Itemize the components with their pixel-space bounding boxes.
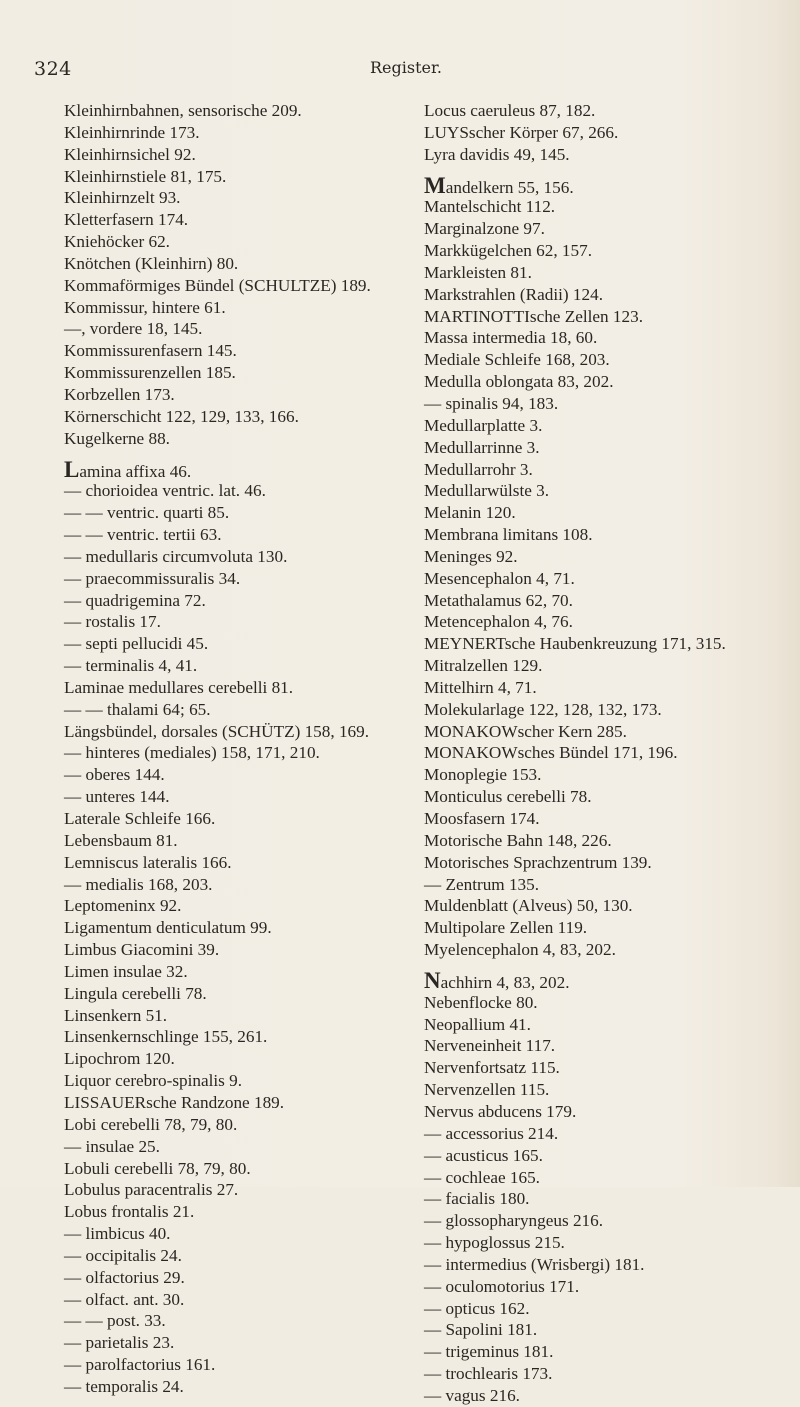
index-entry: — cochleae 165. xyxy=(424,1167,540,1187)
index-entry: — — post. 33. xyxy=(64,1311,166,1331)
index-entry: Medullarplatte 3. xyxy=(424,415,543,435)
index-entry: Mantelschicht 112. xyxy=(424,197,556,217)
index-entry: Kugelkerne 88. xyxy=(64,428,170,448)
index-entry: — olfactorius 29. xyxy=(64,1267,185,1287)
index-entry: Nervenfortsatz 115. xyxy=(424,1058,560,1078)
index-entry: — glossopharyngeus 216. xyxy=(424,1211,604,1231)
index-entry: Nerveneinheit 117. xyxy=(424,1036,556,1056)
index-entry: Mandelkern 55, 156. xyxy=(424,172,574,198)
index-entry: — spinalis 94, 183. xyxy=(424,393,559,413)
index-entry: Kleinhirnrinde 173. xyxy=(64,122,200,142)
index-entry: — — ventric. quarti 85. xyxy=(64,503,230,523)
index-entry: Medullarrohr 3. xyxy=(424,459,533,479)
index-entry: Meninges 92. xyxy=(424,546,518,566)
index-entry: Längsbündel, dorsales (SCHÜTZ) 158, 169. xyxy=(64,721,370,741)
index-entry: Linsenkern 51. xyxy=(64,1005,168,1025)
index-entry: Molekularlage 122, 128, 132, 173. xyxy=(424,699,662,719)
index-entry: Neopallium 41. xyxy=(424,1014,531,1034)
index-entry: Knötchen (Kleinhirn) 80. xyxy=(64,253,239,273)
index-entry: Metathalamus 62, 70. xyxy=(424,590,573,610)
index-entry: — — thalami 64; 65. xyxy=(64,699,211,719)
index-entry: Limen insulae 32. xyxy=(64,961,188,981)
index-entry: — parietalis 23. xyxy=(64,1333,175,1353)
index-entry: Nachhirn 4, 83, 202. xyxy=(424,967,570,993)
index-entry: Lebensbaum 81. xyxy=(64,830,178,850)
index-column-left xyxy=(64,100,371,1398)
index-entry: — occipitalis 24. xyxy=(64,1245,182,1265)
index-entry: — trochlearis 173. xyxy=(424,1364,553,1384)
index-entry: Kleinhirnzelt 93. xyxy=(64,188,181,208)
index-entry: — olfact. ant. 30. xyxy=(64,1289,185,1309)
index-entry: Lobulus paracentralis 27. xyxy=(64,1180,239,1200)
index-entry: — — ventric. tertii 63. xyxy=(64,525,222,545)
index-entry: Lamina affixa 46. xyxy=(64,456,192,482)
index-entry: Myelencephalon 4, 83, 202. xyxy=(424,940,616,960)
index-entry: Laterale Schleife 166. xyxy=(64,809,216,828)
index-entry: LISSAUERsche Randzone 189. xyxy=(64,1092,285,1112)
index-entry: Körnerschicht 122, 129, 133, 166. xyxy=(64,406,299,426)
index-entry: Monoplegie 153. xyxy=(424,765,542,785)
page-number: 324 xyxy=(34,58,72,80)
index-entry: Lipochrom 120. xyxy=(64,1049,175,1069)
index-entry: — opticus 162. xyxy=(424,1298,530,1318)
index-entry: — Zentrum 135. xyxy=(424,874,540,894)
index-entry: Kleinhirnbahnen, sensorische 209. xyxy=(64,101,302,120)
index-entry: MONAKOWsches Bündel 171, 196. xyxy=(424,743,678,763)
index-entry: Metencephalon 4, 76. xyxy=(424,612,573,632)
index-entry: Multipolare Zellen 119. xyxy=(424,918,588,938)
index-entry: — oculomotorius 171. xyxy=(424,1276,580,1296)
index-entry: Lobuli cerebelli 78, 79, 80. xyxy=(64,1158,251,1178)
index-entry: Kleinhirnstiele 81, 175. xyxy=(64,166,227,186)
index-entry: — vagus 216. xyxy=(424,1385,520,1405)
index-entry: Medullarwülste 3. xyxy=(424,481,550,501)
index-entry: Laminae medullares cerebelli 81. xyxy=(64,677,294,697)
index-entry: — medullaris circumvoluta 130. xyxy=(64,546,288,566)
index-entry: Nervenzellen 115. xyxy=(424,1080,550,1100)
index-entry: — medialis 168, 203. xyxy=(64,874,213,894)
index-entry: — unteres 144. xyxy=(64,787,170,807)
index-entry: Mesencephalon 4, 71. xyxy=(424,568,575,588)
index-entry: — chorioidea ventric. lat. 46. xyxy=(64,481,266,501)
index-entry: Korbzellen 173. xyxy=(64,384,175,404)
index-entry: Lemniscus lateralis 166. xyxy=(64,852,232,872)
index-entry: Kommaförmiges Bündel (SCHULTZE) 189. xyxy=(64,275,371,295)
index-entry: Kleinhirnsichel 92. xyxy=(64,144,196,164)
index-entry: — acusticus 165. xyxy=(424,1145,543,1165)
index-entry: — accessorius 214. xyxy=(424,1123,559,1143)
index-entry: Kommissurenfasern 145. xyxy=(64,341,237,361)
index-entry: Nebenflocke 80. xyxy=(424,992,538,1012)
running-head: Register. xyxy=(370,58,442,77)
page-header xyxy=(0,58,800,82)
index-entry: Lingula cerebelli 78. xyxy=(64,983,207,1003)
index-entry: Lobi cerebelli 78, 79, 80. xyxy=(64,1114,238,1134)
index-entry: Marginalzone 97. xyxy=(424,219,545,239)
index-entry: — praecommissuralis 34. xyxy=(64,568,241,588)
index-entry: Mitralzellen 129. xyxy=(424,656,543,676)
index-entry: Linsenkernschlinge 155, 261. xyxy=(64,1027,268,1047)
index-entry: LUYSscher Körper 67, 266. xyxy=(424,122,619,142)
index-entry: Limbus Giacomini 39. xyxy=(64,940,220,960)
index-entry: Monticulus cerebelli 78. xyxy=(424,787,592,807)
index-entry: Kletterfasern 174. xyxy=(64,210,189,230)
index-entry: Moosfasern 174. xyxy=(424,809,540,828)
index-entry: Medulla oblongata 83, 202. xyxy=(424,372,614,392)
index-entry: MONAKOWscher Kern 285. xyxy=(424,721,627,741)
index-entry: — terminalis 4, 41. xyxy=(64,656,198,676)
index-entry: Ligamentum denticulatum 99. xyxy=(64,918,272,938)
index-entry: Nervus abducens 179. xyxy=(424,1101,577,1121)
index-entry: Lyra davidis 49, 145. xyxy=(424,144,570,164)
index-entry: Motorisches Sprachzentrum 139. xyxy=(424,852,652,872)
index-entry: — facialis 180. xyxy=(424,1189,530,1209)
index-entry: — quadrigemina 72. xyxy=(64,590,206,610)
index-entry: Mittelhirn 4, 71. xyxy=(424,677,537,697)
index-entry: Medullarrinne 3. xyxy=(424,437,540,457)
index-entry: Melanin 120. xyxy=(424,503,516,523)
index-column-right xyxy=(424,100,726,1407)
index-entry: — limbicus 40. xyxy=(64,1224,171,1244)
index-entry: Markstrahlen (Radii) 124. xyxy=(424,284,603,304)
index-entry: MEYNERTsche Haubenkreuzung 171, 315. xyxy=(424,634,726,654)
index-entry: Leptomeninx 92. xyxy=(64,896,182,916)
index-entry: Muldenblatt (Alveus) 50, 130. xyxy=(424,896,633,916)
index-entry: Motorische Bahn 148, 226. xyxy=(424,830,612,850)
index-entry: — temporalis 24. xyxy=(64,1376,184,1396)
index-entry: — Sapolini 181. xyxy=(424,1320,538,1340)
index-entry: Markleisten 81. xyxy=(424,262,532,282)
index-entry: — hypoglossus 215. xyxy=(424,1233,565,1253)
index-entry: — parolfactorius 161. xyxy=(64,1355,216,1375)
index-entry: Kommissurenzellen 185. xyxy=(64,363,236,383)
index-entry: Markkügelchen 62, 157. xyxy=(424,241,593,261)
index-entry: — insulae 25. xyxy=(64,1136,160,1156)
index-entry: MARTINOTTIsche Zellen 123. xyxy=(424,306,644,326)
index-entry: Membrana limitans 108. xyxy=(424,525,593,545)
index-entry: — intermedius (Wrisbergi) 181. xyxy=(424,1254,645,1274)
index-entry: Lobus frontalis 21. xyxy=(64,1202,195,1222)
index-entry: —, vordere 18, 145. xyxy=(64,319,203,339)
index-entry: Mediale Schleife 168, 203. xyxy=(424,350,610,370)
index-entry: — hinteres (mediales) 158, 171, 210. xyxy=(64,743,320,763)
index-entry: — trigeminus 181. xyxy=(424,1342,554,1362)
index-entry: — septi pellucidi 45. xyxy=(64,634,209,654)
index-entry: Massa intermedia 18, 60. xyxy=(424,328,598,348)
index-entry: Kommissur, hintere 61. xyxy=(64,297,226,317)
index-entry: Liquor cerebro-spinalis 9. xyxy=(64,1071,243,1091)
index-entry: — oberes 144. xyxy=(64,765,165,785)
index-entry: Locus caeruleus 87, 182. xyxy=(424,101,596,120)
index-entry: Kniehöcker 62. xyxy=(64,232,170,252)
index-entry: — rostalis 17. xyxy=(64,612,161,632)
